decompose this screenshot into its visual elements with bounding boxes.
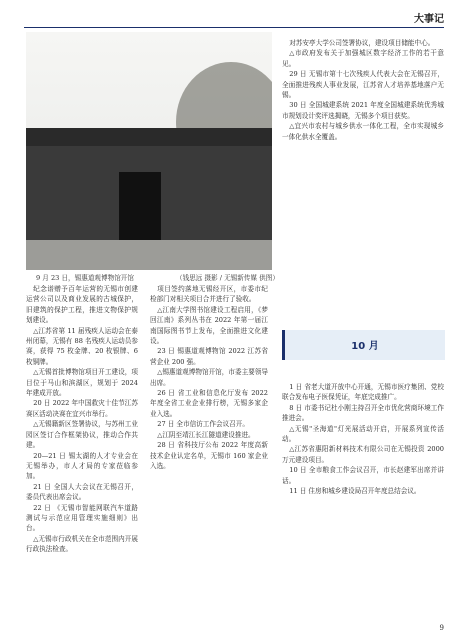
section-header: 大事记 (414, 14, 444, 25)
paragraph: 20—21 日 锡太湖的人才专业会在无锡举办，市人才局的专家莅临参加。 (26, 451, 138, 481)
paragraph: △江苏省惠阳新材料技术有限公司在无锡投资 2000 万元建设项目。 (282, 445, 444, 464)
paragraph: 10 日 全市粮食工作会议召开，市长赵建军出席并讲话。 (282, 466, 444, 485)
paragraph: △市政府发布关于加强城区数字经济工作的若干意见。 (282, 49, 444, 68)
paragraph: △江苏省第 11 届残疾人运动会在泰州闭幕，无锡有 88 名残疾人运动员参赛，获得 75 枚金牌、20 枚银牌、6 枚铜牌。 (26, 326, 138, 366)
month-label: 10 月 (351, 341, 379, 352)
text-column-3 (282, 38, 444, 142)
museum-photo (26, 32, 272, 270)
paragraph: 29 日 无锡市第十七次残疾人代表大会在无锡召开，全面推进残疾人事业发展，江苏省人才培养基地落户无锡。 (282, 70, 444, 100)
paragraph: △无锡首批博物馆项目开工建设，项目位于马山和滨湖区，规划于 2024 年建成开放。 (26, 368, 138, 398)
paragraph: △宜兴市农村与城乡供水一体化工程，全市实现城乡一体化供水全覆盖。 (282, 122, 444, 141)
paragraph: △锡惠道观博物馆开馆，市委主要领导出席。 (150, 368, 268, 387)
paragraph: △无锡"圣海道"灯光展活动开启，开展系列宣传活动。 (282, 424, 444, 444)
paragraph: 22 日 《无锡市智能网联汽车道路测试与示范应用管理实施细则》出台。 (26, 503, 138, 533)
paragraph: 21 日 全国人大会议在无锡召开，委员代表出席会议。 (26, 482, 138, 502)
text-column-1 (26, 284, 138, 555)
paragraph: △无锡市行政机关在全市范围内开展行政执法检查。 (26, 534, 138, 554)
page-number: 9 (439, 624, 444, 632)
paragraph: 26 日 省工业和信息化厅发布 2022 年度全省工业企业排行榜，无锡多家企业入选。 (150, 389, 268, 418)
photo-caption-left: 9 月 23 日，锡惠道观博物馆开馆 (36, 274, 134, 282)
paragraph: △无锡籍新区签署协议，与苏州工业园区签订合作框架协议，推动合作共建。 (26, 420, 138, 450)
paragraph: 项目签约落地无锡经开区，市委市纪检部门对相关项目合并进行了验收。 (150, 285, 268, 304)
text-column-2 (150, 284, 268, 471)
paragraph: 30 日 全国城建系统 2021 年度全国城建系统优秀城市规划设计奖评选揭晓，无锡多个项目获奖。 (282, 101, 444, 120)
photo-caption-right: （钱思远 摄影 / 无锡新传媒 供图） (176, 274, 279, 282)
header-divider (24, 27, 444, 28)
paragraph: 27 日 全市信访工作会议召开。 (157, 420, 249, 429)
paragraph: 1 日 省老大道开放中心开通，无锡市医疗集团、党校联合发布电子医保凭证，年底完成推广。 (282, 383, 444, 402)
photo-plaza (26, 240, 272, 270)
paragraph: 20 日 2022 年中国救灾十佳节江苏赛区活动决赛在宜兴市举行。 (26, 399, 138, 418)
paragraph: 8 日 市委书记杜小刚主持召开全市优化营商环境工作推进会。 (282, 403, 444, 423)
paragraph: 28 日 省科技厅公布 2022 年度高新技术企业认定名单，无锡市 160 家企业入选。 (150, 441, 268, 470)
paragraph: 对苏安亭大学公司签署协议，建设项目储能中心。 (289, 39, 435, 47)
paragraph: △江南大学图书馆建设工程启用，《梦回江南》系列丛书在 2022 年第一届江南国际图书节上发布，全面推进文化建设。 (150, 305, 268, 346)
month-heading (282, 330, 445, 360)
paragraph: △江阴至靖江长江隧道建设推进。 (157, 430, 255, 439)
text-column-3-lower (282, 382, 444, 496)
paragraph: 纪念谱赠予百年运营的无锡市创建运营公司以及商业发展的古城保护，旧建筑的保护工程，推进文物保护规划建设。 (26, 285, 138, 325)
paragraph: 11 日 住房和城乡建设局召开年度总结会议。 (289, 487, 421, 496)
paragraph: 23 日 锡惠道观博物馆 2022 江苏省营企业 200 强。 (150, 347, 268, 366)
